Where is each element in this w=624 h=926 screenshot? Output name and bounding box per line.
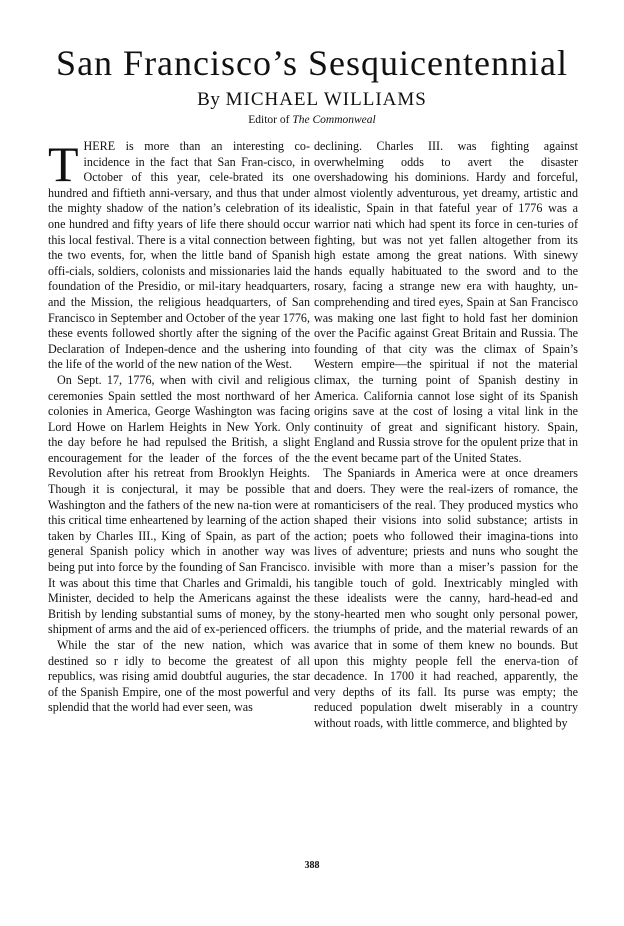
paragraph-text: HERE is more than an interesting co-incidence in the fact that San Fran-cisco, in October of this year, cele-brated its one hundred and fiftieth anni-versary, and thus that under the mighty shadow of the nation’s celebration of its one hundred and fifty years of life there should occur this local festival. There is a vital connection between the two events, for, when the little band of Spanish offi-cials, soldiers, colonists and missionaries laid the foundation of the Presidio, or mil-itary headquarters, and the Mission, the religious headquarters, of San Francisco in September and October of the year 1776, these events followed shortly after the signing of the Declaration of Indepen-dence and the ushering into the life of the world of the new nation of the West.	[48, 139, 310, 372]
right-column	[314, 139, 578, 732]
author-affiliation	[120, 114, 504, 126]
paragraph: declining. Charles III. was fighting against overwhelming odds to avert the disaster overshadowing his dominions. Hardy and forceful, almost violently adventurous, yet dreamy, artistic and idealistic, Spain in that fateful year of 1776 was a warrior nati which had spent its force in cen-turies of fighting, but was not yet fallen altogether from its high estate among the great nations. With sinewy hands equally habituated to the sword and to the rosary, facing a strange new era with haughty, un-comprehending and tired eyes, Spain at San Francisco was making one last fight to hold fast her dominion over the Pacific against Great Britain and Russia. The founding of that city was the climax of Spain’s Western empire—the spiritual if not the material climax, the turning point of Spanish destiny in America. California cannot lose sight of its Spanish origins save at the cost of losing a vital link in the continuity of great and significant history. Spain, England and Russia strove for the opulent prize that in the event became part of the United States.	[314, 139, 578, 465]
page-number: 388	[304, 860, 320, 871]
publication-name: The Commonweal	[292, 114, 376, 126]
author-name: MICHAEL WILLIAMS	[225, 89, 427, 110]
left-column	[48, 136, 310, 716]
article-title: San Francisco’s Sesquicentennial	[56, 43, 568, 83]
paragraph: On Sept. 17, 1776, when with civil and religious ceremonies Spain settled the most northward of her colonies in America, George Washington was facing Lord Howe on Harlem Heights in New York. Only the day before he had repulsed the British, a slight encouragement for the leader of the forces of the Revolution after his retreat from Brooklyn Heights. Though it is conjectural, it may be possible that Washington and the fathers of the new na-tion were at this critical time enheartened by learning of the action taken by Charles III., King of Spain, as part of the general Spanish policy which in another way was being put into force by the founding of San Francisco. It was about this time that Charles and Grimaldi, his Minister, decided to help the Americans against the British by lending substantial sums of money, by the shipment of arms and the aid of ex-perienced officers.	[48, 372, 310, 637]
paragraph: While the star of the new nation, which was destined so r idly to become the greatest of all republics, was rising amid doubtful auguries, the star of the Spanish Empire, one of the most powerful and splendid that the world had ever seen, was	[48, 638, 310, 715]
drop-cap: T	[48, 136, 79, 192]
paragraph: The Spaniards in America were at once dreamers and doers. They were the real-izers of romance, the romanticisers of the real. They produced mystics who shaped their visions into solid substance; artists in action; poets who followed their imagina-tions into lives of adventure; priests and nuns who sought the invisible with more than a miser’s passion for the tangible touch of gold. Inextricably mingled with these idealists were the canny, hard-head-ed and stony-hearted men who sought only personal power, the triumphs of pride, and the material rewards of an avarice that in some of them knew no bounds. But upon this mighty people fell the enerva-tion of decadence. In 1700 it had reached, apparently, the very depths of its fall. Its purse was empty; the reduced population dwelt miserably in a country without roads, with little commerce, and blighted by	[314, 466, 578, 730]
editor-role: Editor of	[248, 114, 290, 126]
byline	[0, 89, 624, 111]
byline-prefix: By	[197, 89, 221, 110]
paragraph	[48, 136, 310, 373]
